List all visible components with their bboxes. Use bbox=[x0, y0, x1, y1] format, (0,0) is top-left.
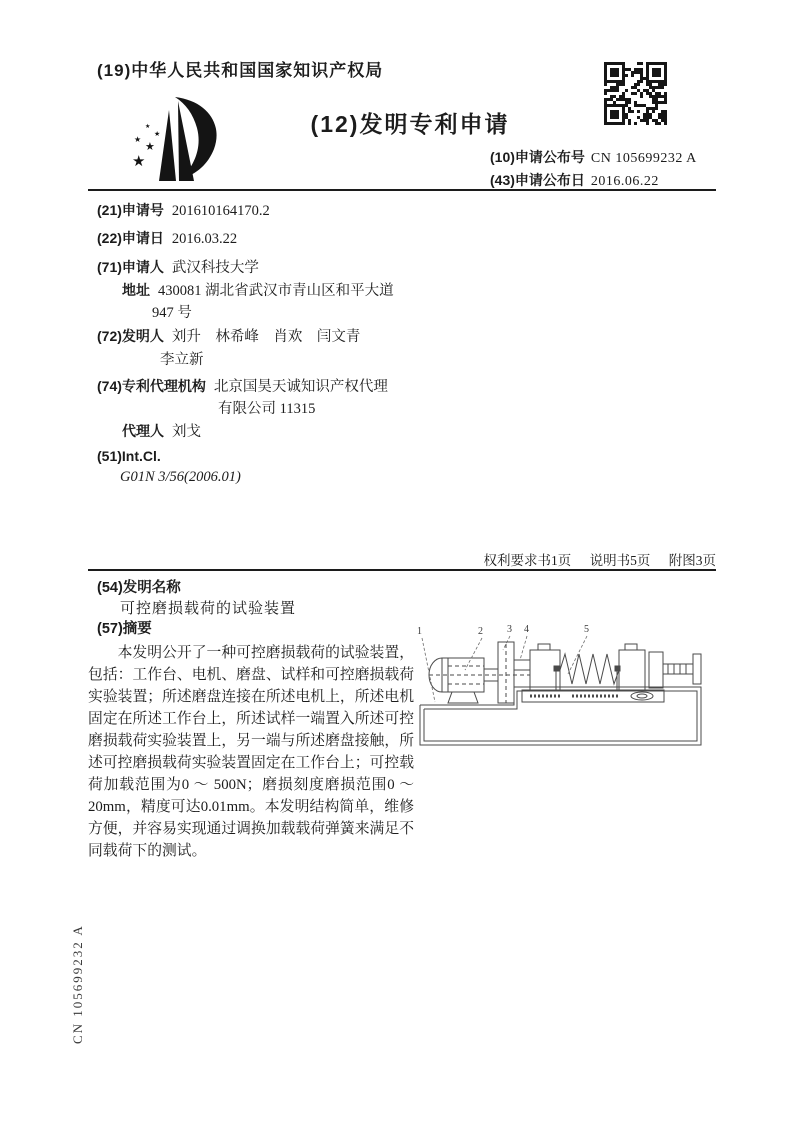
inventors-line2: 李立新 bbox=[160, 352, 204, 368]
logo-stars bbox=[132, 123, 160, 170]
agency-row-2 bbox=[218, 397, 315, 418]
side-publication-number: CN 105699232 A bbox=[70, 924, 85, 1044]
invention-title-label: (54)发明名称 bbox=[97, 580, 181, 596]
agent-value: 刘戈 bbox=[172, 424, 201, 440]
abstract-text: 本发明公开了一种可控磨损载荷的试验装置，包括：工作台、电机、磨盘、试样和可控磨损载荷实验装置；所述磨盘连接在所述电机上，所述电机固定在所述工作台上，所述试样一端置入所述可控磨损载荷实验装置上，另一端与所述磨盘接触，所述可控磨损载荷实验装置固定在工作台上；可控载荷加载范围为0 ～ 500N；磨损刻度磨损范围0 ～ 20mm，精度可达0.01mm。本发明结构简单，维修方便，并容易实现通过调换加载载荷弹簧来满足不同载荷下的测试。 bbox=[88, 645, 414, 859]
agency-line1: 北京国昊天诚知识产权代理 bbox=[213, 379, 388, 395]
intcl-row bbox=[97, 448, 169, 466]
applicant-row bbox=[97, 256, 259, 277]
address-value-line1: 430081 湖北省武汉市青山区和平大道 bbox=[158, 283, 394, 299]
application-date-label: (22)申请日 bbox=[97, 230, 164, 246]
nut bbox=[631, 692, 653, 700]
screw-handle bbox=[693, 654, 701, 684]
figure-label-1: 1 bbox=[417, 626, 422, 637]
svg-text:★: ★ bbox=[154, 130, 161, 138]
header-divider bbox=[88, 189, 716, 191]
qr-code bbox=[604, 62, 667, 125]
logo-wedge-left bbox=[159, 110, 176, 181]
inventors-row bbox=[97, 325, 360, 346]
publication-date-value: 2016.06.22 bbox=[590, 174, 659, 189]
publication-date-row bbox=[490, 170, 659, 190]
right-block bbox=[619, 650, 645, 690]
inventors-label: (72)发明人 bbox=[97, 328, 164, 344]
application-number-row bbox=[97, 200, 270, 220]
address-label: 地址 bbox=[122, 282, 150, 298]
inventors-line1: 刘升 林希峰 肖欢 闫文青 bbox=[171, 329, 361, 345]
inventors-row-2 bbox=[160, 348, 204, 369]
pages-info bbox=[380, 549, 716, 569]
application-date-value: 2016.03.22 bbox=[171, 231, 238, 247]
figure-label-2: 2 bbox=[478, 626, 483, 637]
invention-title: 可控磨损载荷的试验装置 bbox=[120, 601, 297, 617]
address-value-line2: 947 号 bbox=[152, 305, 192, 321]
applicant-label: (71)申请人 bbox=[97, 259, 164, 275]
end-block bbox=[649, 652, 663, 688]
svg-text:★: ★ bbox=[132, 152, 146, 170]
agency-row bbox=[97, 375, 388, 396]
figure-label-3: 3 bbox=[507, 624, 512, 635]
sipo-logo bbox=[118, 92, 238, 190]
figure-label-4: 4 bbox=[524, 624, 529, 635]
description-pages: 说明书5页 bbox=[589, 553, 651, 568]
figure-label-5: 5 bbox=[584, 624, 589, 635]
agency-label: (74)专利代理机构 bbox=[97, 378, 206, 394]
publication-date-label: (43)申请公布日 bbox=[490, 172, 585, 188]
intcl-label: (51)Int.Cl. bbox=[97, 448, 161, 464]
svg-text:★: ★ bbox=[134, 135, 142, 144]
load-spring bbox=[560, 654, 619, 684]
workbench-inner bbox=[424, 691, 697, 741]
publication-number-row bbox=[490, 147, 697, 167]
svg-text:★: ★ bbox=[145, 123, 151, 130]
publication-number-label: (10)申请公布号 bbox=[490, 149, 585, 165]
claims-pages: 权利要求书1页 bbox=[483, 553, 572, 568]
coupling bbox=[514, 660, 530, 670]
patent-office-name: (19)中华人民共和国国家知识产权局 bbox=[97, 61, 384, 80]
figure-drawing bbox=[410, 614, 712, 764]
application-date-row bbox=[97, 228, 237, 248]
publication-number-value: CN 105699232 A bbox=[590, 151, 697, 166]
intcl-value: G01N 3/56(2006.01) bbox=[120, 469, 241, 485]
section-divider bbox=[88, 569, 716, 571]
svg-text:★: ★ bbox=[145, 140, 155, 153]
workbench-outer bbox=[420, 687, 701, 745]
figure-apparatus bbox=[420, 642, 701, 745]
agent-label: 代理人 bbox=[122, 423, 164, 439]
agency-line2: 有限公司 11315 bbox=[218, 401, 316, 417]
motor-foot bbox=[448, 692, 478, 703]
address-row-2 bbox=[152, 301, 192, 322]
drawings-pages: 附图3页 bbox=[668, 553, 716, 568]
abstract-label: (57)摘要 bbox=[97, 621, 152, 637]
agent-row bbox=[122, 420, 201, 441]
address-row bbox=[122, 279, 394, 300]
intcl-value-row bbox=[120, 469, 241, 486]
application-number-value: 201610164170.2 bbox=[171, 203, 270, 219]
document-type-title: (12)发明专利申请 bbox=[310, 111, 510, 137]
applicant-value: 武汉科技大学 bbox=[171, 260, 259, 276]
application-number-label: (21)申请号 bbox=[97, 202, 164, 218]
